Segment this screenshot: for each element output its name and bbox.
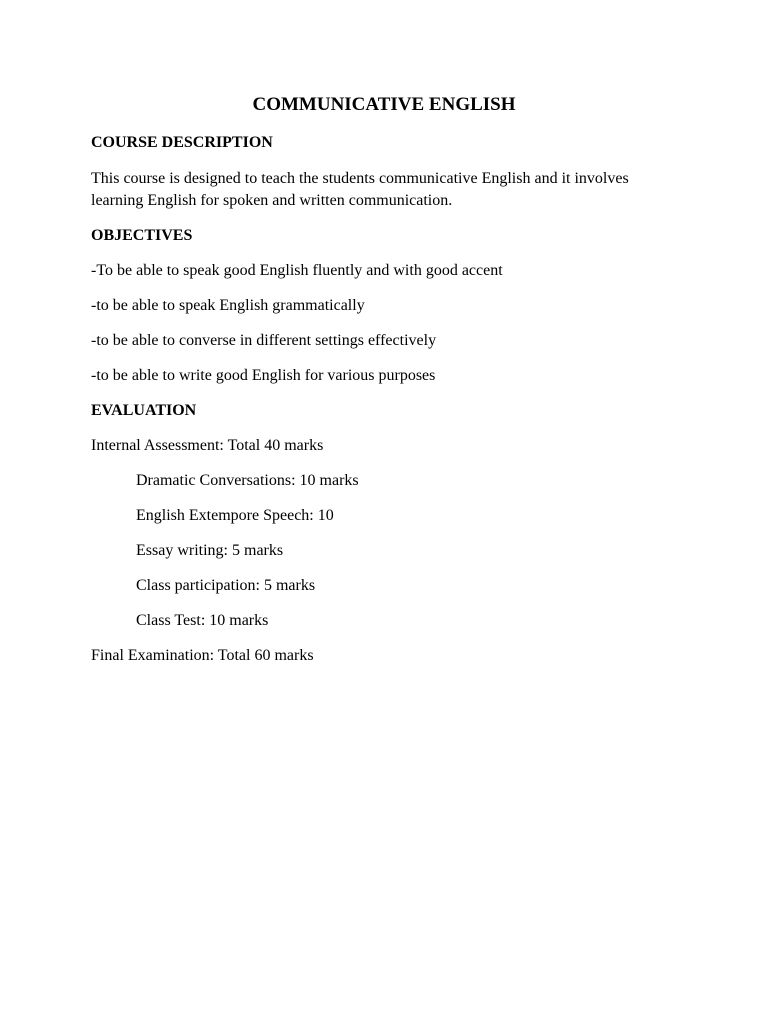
evaluation-heading: EVALUATION (91, 402, 197, 419)
objective-item: -To be able to speak good English fluently and with good accent (91, 262, 503, 279)
internal-assessment-line: Internal Assessment: Total 40 marks (91, 437, 324, 454)
evaluation-component: Class Test: 10 marks (136, 612, 269, 629)
course-description-heading: COURSE DESCRIPTION (91, 134, 273, 151)
course-description-text: This course is designed to teach the students communicative English and it involves learning English for spoken and written communication. (91, 170, 629, 209)
evaluation-component: Essay writing: 5 marks (136, 542, 284, 559)
evaluation-component: Dramatic Conversations: 10 marks (136, 472, 359, 489)
evaluation-component: English Extempore Speech: 10 (136, 507, 334, 524)
objective-item: -to be able to write good English for various purposes (91, 367, 436, 384)
evaluation-component: Class participation: 5 marks (136, 577, 316, 594)
objective-item: -to be able to speak English grammatically (91, 297, 365, 314)
objective-item: -to be able to converse in different settings effectively (91, 332, 437, 349)
final-examination-line: Final Examination: Total 60 marks (91, 647, 314, 664)
document-title: COMMUNICATIVE ENGLISH (252, 94, 516, 115)
objectives-heading: OBJECTIVES (91, 227, 193, 244)
